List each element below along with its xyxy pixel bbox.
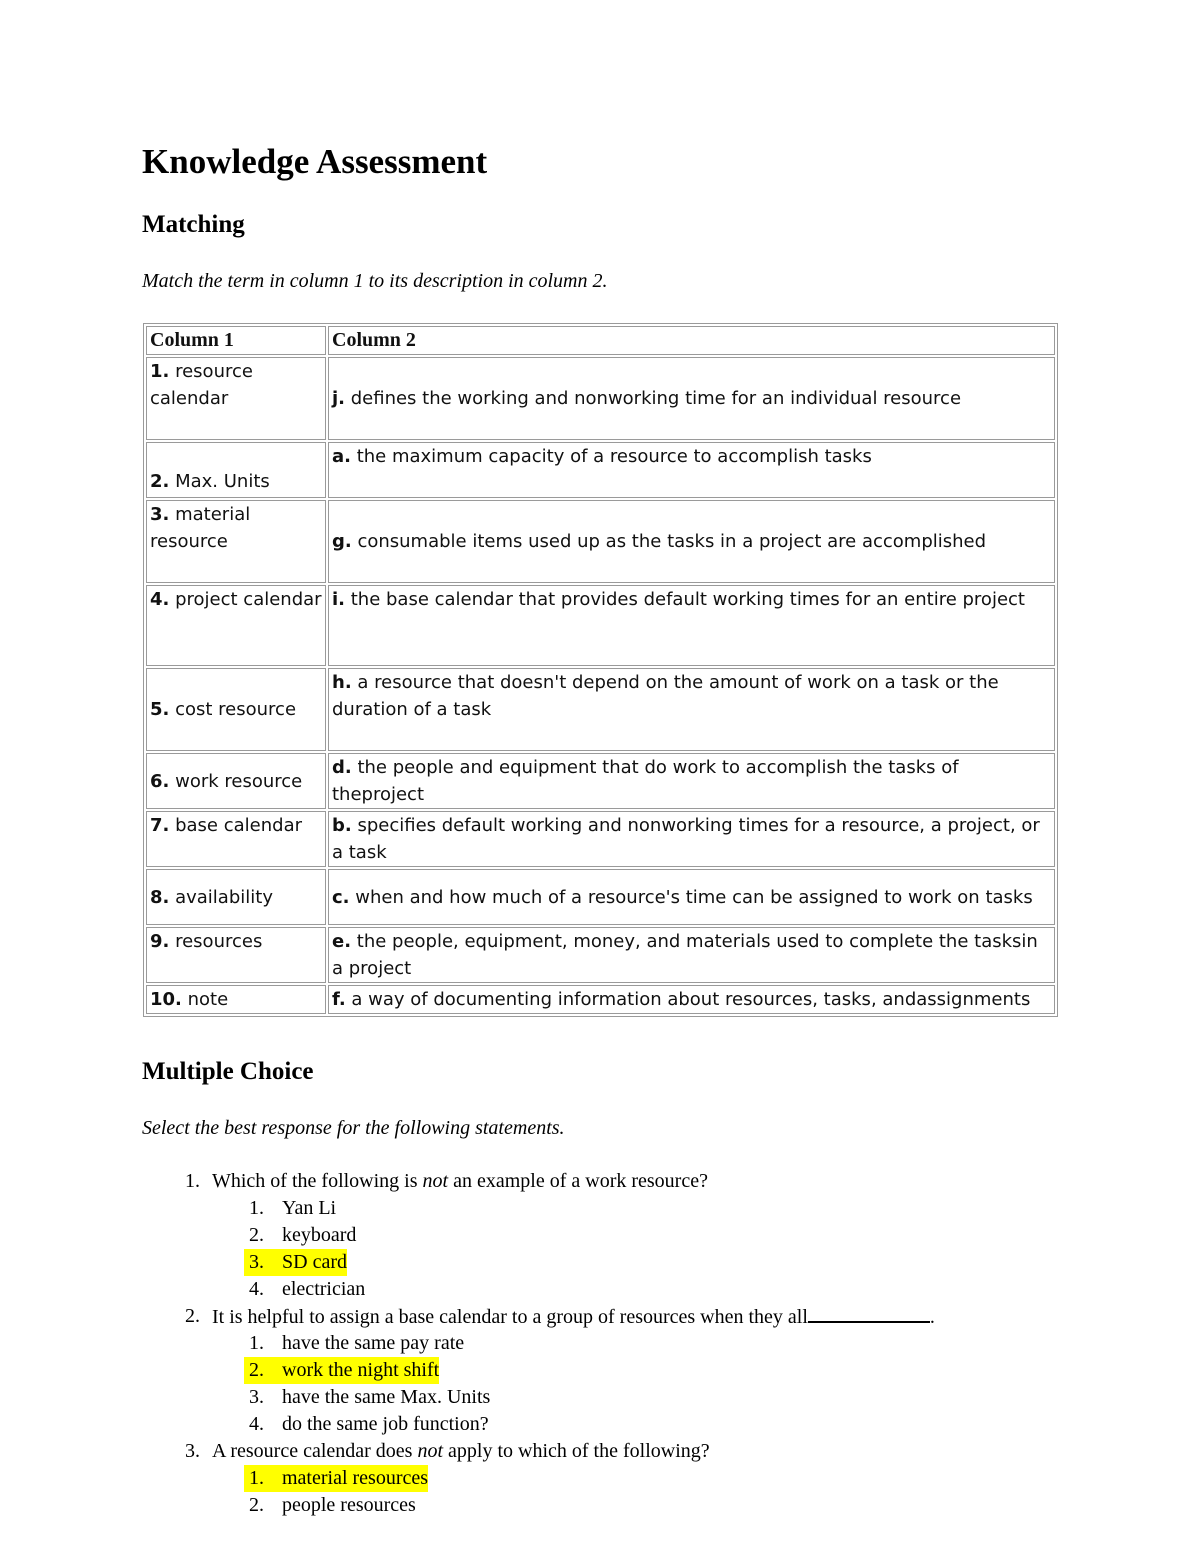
- table-row: [146, 357, 1055, 440]
- table-header-row: [146, 326, 1055, 355]
- answer-option: 4. do the same job function?: [249, 1413, 489, 1435]
- answer-option-highlighted: 1. material resources: [0, 1465, 1200, 1492]
- matching-table: [143, 323, 1058, 1017]
- answer-option: 1. have the same pay rate: [249, 1332, 465, 1354]
- term-cell: 3. material resource: [146, 500, 326, 583]
- description-cell: f. a way of documenting information about resources, tasks, andassignments: [328, 985, 1055, 1014]
- question-text: Which of the following is not an example of a work resource?: [212, 1170, 708, 1192]
- answer-blank: [808, 1303, 930, 1323]
- answer-option: 2. people resources: [249, 1494, 416, 1516]
- term-cell: 9. resources: [146, 927, 326, 983]
- description-cell: a. the maximum capacity of a resource to accomplish tasks: [328, 442, 1055, 498]
- question-text: A resource calendar does not apply to which of the following?: [212, 1440, 710, 1462]
- term-cell: 4. project calendar: [146, 585, 326, 666]
- description-cell: h. a resource that doesn't depend on the amount of work on a task or the duration of a task: [328, 668, 1055, 751]
- table-row: [146, 753, 1055, 809]
- term-cell: 2. Max. Units: [146, 442, 326, 498]
- matching-heading: Matching: [142, 211, 245, 238]
- table-row: [146, 585, 1055, 666]
- term-cell: 7. base calendar: [146, 811, 326, 867]
- column-2-header: Column 2: [328, 326, 1055, 355]
- table-row: [146, 869, 1055, 925]
- description-cell: i. the base calendar that provides default working times for an entire project: [328, 585, 1055, 666]
- page-title: Knowledge Assessment: [142, 142, 488, 181]
- description-cell: g. consumable items used up as the tasks in a project are accomplished: [328, 500, 1055, 583]
- question-number: 1.: [185, 1170, 200, 1192]
- multiple-choice-heading: Multiple Choice: [142, 1058, 314, 1085]
- term-cell: 8. availability: [146, 869, 326, 925]
- question-item: [0, 1438, 1200, 1465]
- question-item: [0, 1303, 1200, 1330]
- multiple-choice-instructions: Select the best response for the following statements.: [142, 1117, 565, 1139]
- table-row: [146, 442, 1055, 498]
- description-cell: b. specifies default working and nonworking times for a resource, a project, or a task: [328, 811, 1055, 867]
- table-row: [146, 985, 1055, 1014]
- description-cell: c. when and how much of a resource's time can be assigned to work on tasks: [328, 869, 1055, 925]
- question-number: 2.: [185, 1305, 200, 1327]
- term-cell: 5. cost resource: [146, 668, 326, 751]
- answer-option-highlighted: 2. work the night shift: [0, 1357, 1200, 1384]
- answer-option: 1. Yan Li: [249, 1197, 337, 1219]
- term-cell: 6. work resource: [146, 753, 326, 809]
- term-cell: 10. note: [146, 985, 326, 1014]
- table-row: [146, 927, 1055, 983]
- table-row: [146, 811, 1055, 867]
- table-row: [146, 500, 1055, 583]
- question-text: It is helpful to assign a base calendar to a group of resources when they all .: [212, 1303, 935, 1331]
- description-cell: d. the people and equipment that do work to accomplish the tasks of theproject: [328, 753, 1055, 809]
- answer-option-highlighted: 3. SD card: [0, 1249, 1200, 1276]
- description-cell: j. defines the working and nonworking time for an individual resource: [328, 357, 1055, 440]
- question-item: [0, 1168, 1200, 1195]
- answer-option: 4. electrician: [249, 1278, 366, 1300]
- answer-option: 3. have the same Max. Units: [249, 1386, 491, 1408]
- description-cell: e. the people, equipment, money, and materials used to complete the tasksin a project: [328, 927, 1055, 983]
- table-row: [146, 668, 1055, 751]
- column-1-header: Column 1: [146, 326, 326, 355]
- answer-option: 2. keyboard: [249, 1224, 357, 1246]
- matching-instructions: Match the term in column 1 to its description in column 2.: [142, 270, 608, 292]
- question-number: 3.: [185, 1440, 200, 1462]
- term-cell: 1. resource calendar: [146, 357, 326, 440]
- multiple-choice-list: [0, 1168, 1200, 1519]
